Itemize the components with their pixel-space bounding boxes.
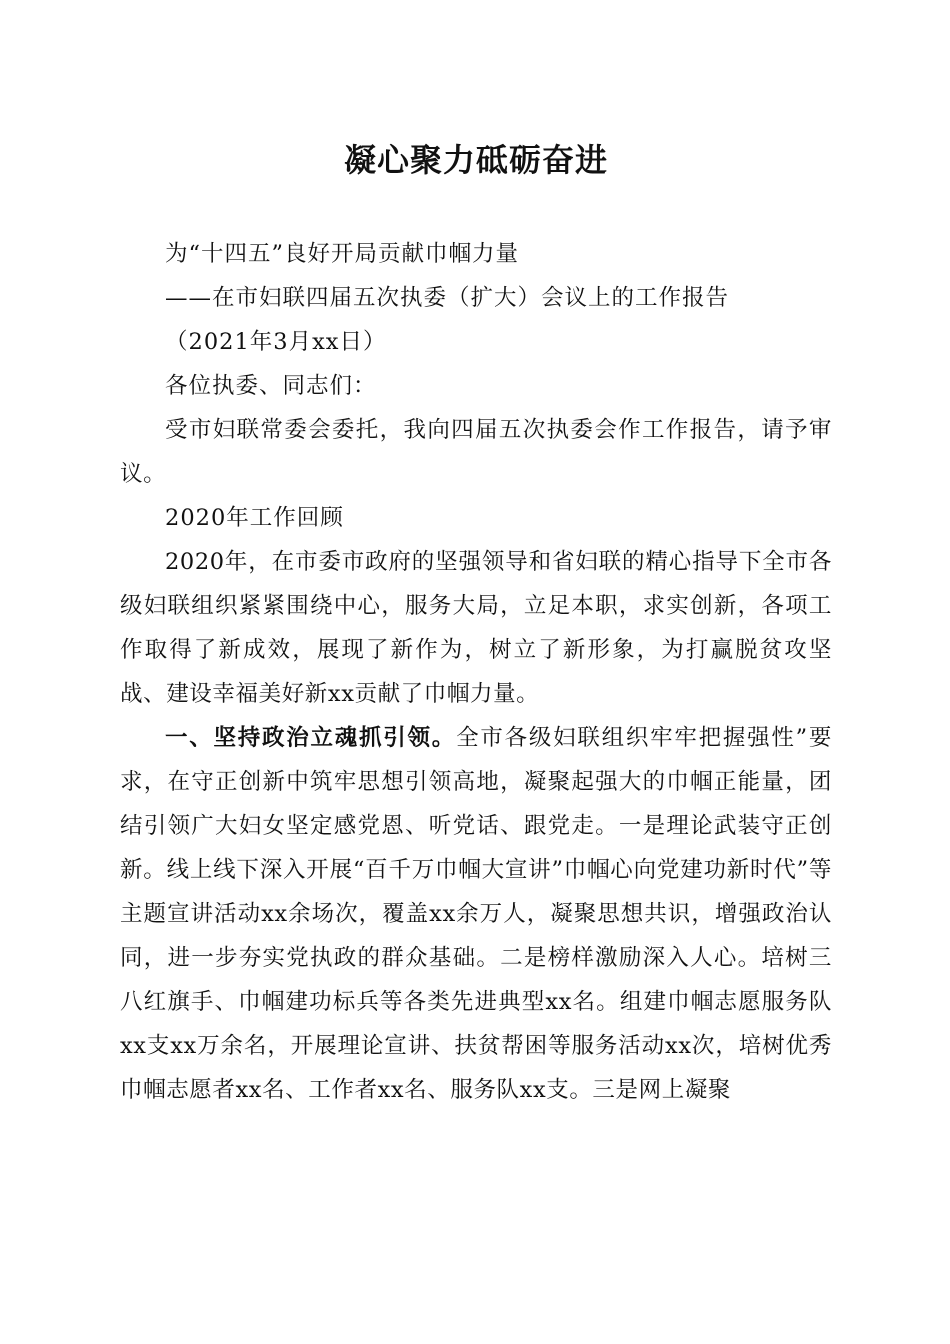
subtitle: 为“十四五”良好开局贡献巾帼力量 [165,241,520,267]
point-one-paragraph [120,716,832,1112]
report-date: （2021年3月xx日） [165,329,387,355]
section-heading: 2020年工作回顾 [165,505,344,531]
intro-paragraph: 受市妇联常委会委托，我向四届五次执委会作工作报告，请予审议。 [120,417,832,487]
subtitle-report: ——在市妇联四届五次执委（扩大）会议上的工作报告 [165,285,730,311]
document-title: 凝心聚力砥砺奋进 [343,141,608,179]
document-body [120,232,832,1112]
salutation: 各位执委、同志们： [165,373,377,399]
review-paragraph: 2020年，在市委市政府的坚强领导和省妇联的精心指导下全市各级妇联组织紧紧围绕中心，服务大局，立足本职，求实创新，各项工作取得了新成效，展现了新作为，树立了新形象，为打赢脱贫攻坚战、建设幸福美好新xx贡献了巾帼力量。 [120,549,832,707]
point-one-lead: 一、坚持政治立魂抓引领。 [165,725,457,751]
point-one-text: 全市各级妇联组织牢牢把握强性”要求，在守正创新中筑牢思想引领高地，凝聚起强大的巾帼正能量，团结引领广大妇女坚定感党恩、听党话、跟党走。一是理论武装守正创新。线上线下深入开展“百千万巾帼大宣讲”巾帼心向党建功新时代”等主题宣讲活动xx余场次，覆盖xx余万人，凝聚思想共识，增强政治认同，进一步夯实党执政的群众基础。二是榜样激励深入人心。培树三八红旗手、巾帼建功标兵等各类先进典型xx名。组建巾帼志愿服务队xx支xx万余名，开展理论宣讲、扶贫帮困等服务活动xx次，培树优秀巾帼志愿者xx名、工作者xx名、服务队xx支。三是网上凝聚 [120,725,832,1103]
